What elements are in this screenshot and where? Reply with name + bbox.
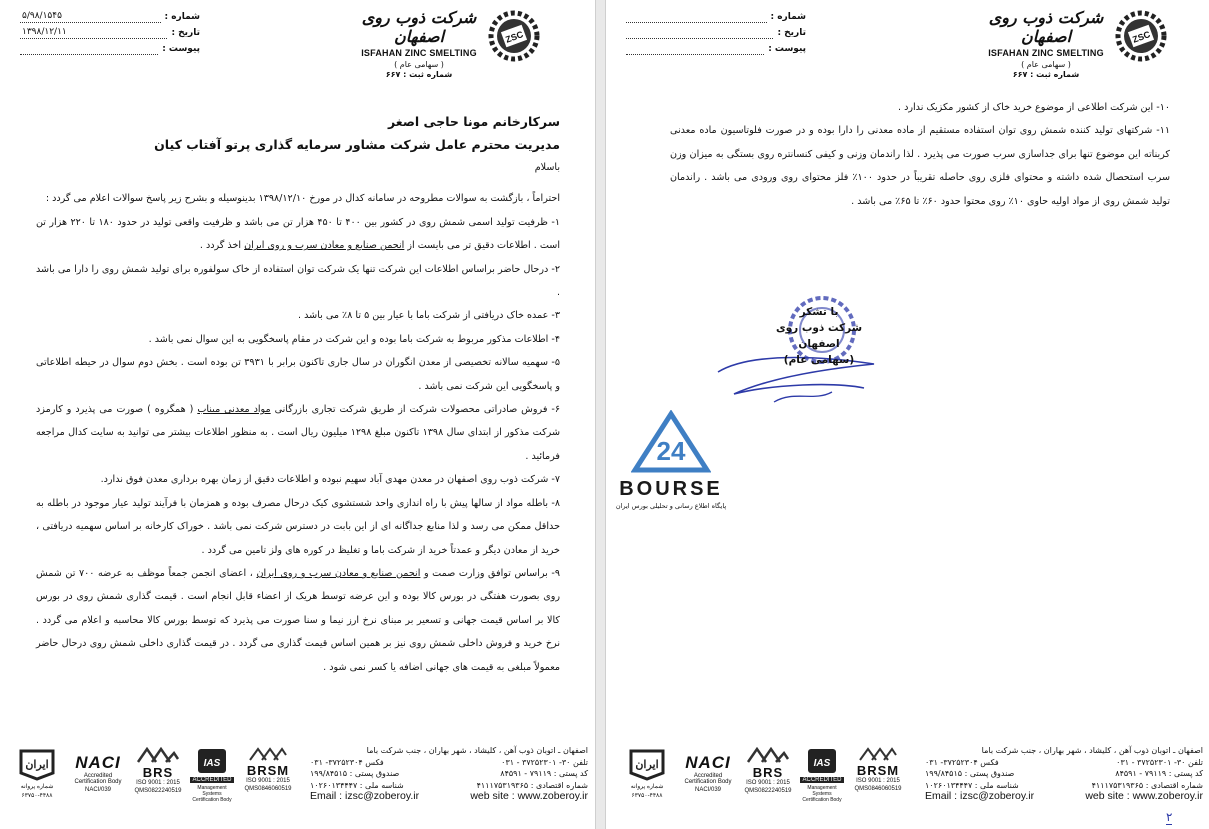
answer-10: ۱۰- این شرکت اطلاعی از موضوع خرید خاک از کشور مکزیک ندارد . (898, 102, 1170, 113)
letter-body (670, 96, 1170, 213)
stamp-type: (سهامی عام) (783, 354, 855, 366)
ias-logo-icon (196, 747, 228, 775)
page-gutter (595, 0, 606, 829)
answer-5: ۵- سهمیه سالانه تخصیصی از معدن انگوران در سال جاری تاکنون برابر با ۳۹۳۱ تن بوده است . بخش دوم سوال در حیطه اطلاعاتی و پاسخگویی این شرکت نمی باشد . (36, 357, 560, 392)
zinc-gear-emblem-icon (488, 10, 540, 62)
svg-text:ZSC: ZSC (504, 29, 525, 45)
company-address: اصفهان ـ اتوبان ذوب آهن ، کلیشاد ، شهر بهاران ، جنب شرکت باما (981, 746, 1203, 755)
company-logo (982, 6, 1167, 84)
number-label: شماره : (164, 12, 200, 22)
registration-number: شماره ثبت : ۶۶۷ (1012, 70, 1080, 79)
brs-logo-icon (136, 747, 180, 763)
brs-badge: BRS ISO 9001 : 2015 QMS0822240519 (738, 747, 798, 794)
association-name: انجمن صنایع و معادن سرب و روی ایران (244, 240, 405, 252)
greeting: باسلام (534, 162, 560, 173)
isiri-badge: ایران شماره پروانه ۶۳۷۵۰-۴۴۸۸ (618, 747, 676, 799)
isiri-badge: ایران شماره پروانه ۶۳۷۵۰-۴۴۸۸ (8, 747, 66, 799)
brsm-logo-icon (248, 747, 288, 761)
answer-6: ۶- فروش صادراتی محصولات شرکت از طریق شرکت تجاری بازرگانی مواد معدنی میناب ( همگروه ) صورت می پذیرد و کارمزد شرکت مذکور از ابتدای سال ۱۳۹۸ تاکنون مبلغ ۱۲۹۸ میلیون ریال است . به منظور اطلاعات بیشتر می توانید به سایت کدال مراجعه فرمائید . (36, 404, 560, 462)
naci-badge: NACI Accredited Certification Body NACI/039 (74, 753, 122, 793)
po-box: صندوق پستی : ۱۹۹/۸۴۵۱۵ (925, 769, 1015, 778)
company-name-en: ISFAHAN ZINC SMELTING (361, 48, 477, 58)
letter-date-row (626, 26, 806, 40)
letter-number-row (626, 10, 806, 24)
economic-code: شماره اقتصادی : ۴۱۱۱۷۵۳۱۹۳۶۵ (476, 780, 588, 790)
national-id: شناسه ملی : ۱۰۲۶۰۱۳۴۴۴۷ (310, 780, 404, 790)
attachment-label: پیوست : (768, 44, 806, 54)
bourse-tagline: پایگاه اطلاع رسانی و تحلیلی بورس ایران (615, 502, 727, 510)
number-value (626, 11, 767, 23)
postal-code: کد پستی : ۷۹۱۱۹ - ۸۴۵۹۱ (500, 769, 588, 778)
national-id: شناسه ملی : ۱۰۲۶۰۱۳۴۴۴۷ (925, 780, 1019, 790)
letter-body (36, 110, 560, 679)
company-stamp-signature (714, 290, 884, 420)
company-website: web site : www.zoberoy.ir (1085, 790, 1203, 802)
answer-4: ۴- اطلاعات مذکور مربوط به شرکت باما بوده و این شرکت در مقام پاسخگویی به این سوال نمی باشد . (148, 333, 560, 345)
bourse-watermark (606, 410, 736, 520)
company-contact-info (925, 745, 1203, 803)
company-phone: تلفن ۳۰- ۳۷۲۵۲۳۰۱ - ۰۳۱ (501, 757, 588, 767)
minab-company-name: مواد معدنی میناب (197, 404, 271, 416)
naci-badge: NACI Accredited Certification Body NACI/039 (684, 753, 732, 793)
answer-9: ۹- براساس توافق وزارت صمت و انجمن صنایع و معادن سرب و روی ایران ، اعضای انجمن جمعاً موظف به عرضه ۷۰۰ تن شمش روی بصورت هفتگی در بورس کالا بوده و این عرضه توسط هریک از اعضاء قابل انجام است . قیمت گذاری شمش روی در بورس کالا بر اساس قیمت جهانی و تسعیر بر مبنای نرخ ارز نیما و سنا صورت می پذیرد که توسط بورس کالا محاسبه و اعلام می گردد . نرخ خرید و فروش داخلی شمش روی نیز بر همین اساس قیمت گذاری می گردد . در قیمت گذاری داخلی شمش روی درحال حاضر معمولاً مبلغی به قیمت های جهانی اضافه یا کسر نمی شود . (36, 567, 560, 673)
answer-7: ۷- شرکت ذوب روی اصفهان در معدن مهدی آباد سهیم نبوده و اطلاعات دقیق از زمان بهره برداری معدن فوق ندارد. (100, 474, 560, 486)
brs-logo-icon (746, 747, 790, 763)
letter-page-2 (606, 0, 1209, 829)
letter-page-1 (0, 0, 595, 829)
company-name-fa: شرکت ذوب روی اصفهان (361, 8, 477, 46)
letter-date-row (20, 26, 200, 40)
svg-text:ایران: ایران (25, 759, 49, 771)
po-box: صندوق پستی : ۱۹۹/۸۴۵۱۵ (310, 769, 400, 778)
date-label: تاریخ : (171, 28, 200, 38)
brs-badge: BRS ISO 9001 : 2015 QMS0822240519 (128, 747, 188, 794)
company-email: Email : izsc@zoberoy.ir (310, 790, 420, 802)
svg-text:ایران: ایران (635, 759, 659, 771)
ias-logo-icon (806, 747, 838, 775)
answer-2: ۲- درحال حاضر براساس اطلاعات این شرکت تنها یک شرکت توان استفاده از خاک سولفوره برای تولید شمش روی را دارا می باشد . (36, 263, 560, 299)
date-value (626, 27, 773, 39)
attachment-value (20, 43, 158, 55)
letter-meta (20, 10, 200, 58)
svg-text:24: 24 (656, 436, 686, 466)
answer-1: ۱- ظرفیت تولید اسمی شمش روی در کشور بین ۴۰۰ تا ۴۵۰ هزار تن می باشد و ظرفیت واقعی تولید در حدود ۱۸۰ تا ۲۲۰ هزار تن است . اطلاعات دقیق تر می بایست از انجمن صنایع و معادن سرب و روی ایران اخذ گردد . (36, 216, 560, 252)
letter-footer (618, 745, 1203, 811)
registration-number: شماره ثبت : ۶۶۷ (385, 70, 453, 79)
answer-8: ۸- باطله مواد از سالها پیش با راه اندازی واحد شستشوی کیک درحال مصرف بوده و همزمان با فرآیند تولید عیار موجود در باطله به حداقل ممکن می رسد و لذا منابع جداگانه ای از این بابت در دسترس شرکت نمی باشد . خوراک کارخانه بر اساس سهمیه دریافتی ، خرید از معادن دیگر و عمدتاً خرید از شرکت باما و تغلیظ در کوره های ولز تامین می گردد . (36, 497, 560, 556)
intro-paragraph: احتراماً ، بازگشت به سوالات مطروحه در سامانه کدال در مورخ ۱۳۹۸/۱۲/۱۰ بدینوسیله و بشرح زیر پاسخ سوالات اعلام می گردد : (45, 193, 560, 205)
answer-3: ۳- عمده خاک دریافتی از شرکت باما با عیار بین ۵ تا ۸٪ می باشد . (298, 310, 560, 322)
ias-badge: IAS ACCREDITED Management Systems Certification Body (190, 747, 234, 803)
svg-text:ZSC: ZSC (1131, 29, 1152, 45)
stamp-company: شرکت ذوب روی اصفهان (775, 322, 863, 350)
svg-text:IAS: IAS (203, 758, 221, 769)
company-email: Email : izsc@zoberoy.ir (925, 790, 1035, 802)
letter-number-row (20, 10, 200, 24)
isiri-standard-logo-icon (17, 747, 57, 781)
association-name: انجمن صنایع و معادن سرب و روی ایران (256, 567, 421, 579)
letter-footer (8, 745, 588, 811)
company-fax: فکس ۳۷۲۵۲۳۰۴- ۰۳۱ (925, 757, 999, 767)
ias-badge: IAS ACCREDITED Management Systems Certification Body (800, 747, 844, 803)
company-address: اصفهان ـ اتوبان ذوب آهن ، کلیشاد ، شهر بهاران ، جنب شرکت باما (366, 746, 588, 755)
brsm-logo-icon (858, 747, 898, 761)
number-label: شماره : (770, 12, 806, 22)
postal-code: کد پستی : ۷۹۱۱۹ - ۸۴۵۹۱ (1115, 769, 1203, 778)
letter-attachment-row (626, 42, 806, 56)
company-website: web site : www.zoberoy.ir (470, 790, 588, 802)
recipient-title: مدیریت محترم عامل شرکت مشاور سرمایه گذاری پرتو آفتاب کیان (154, 137, 560, 152)
company-logo (355, 6, 540, 84)
bourse-logo-icon (631, 410, 711, 474)
answer-11: ۱۱- شرکتهای تولید کننده شمش روی توان استفاده مستقیم از ماده معدنی را دارا بوده و در صورت فلوتاسیون ماده معدنی کربناته این موضوع تنها برای جداسازی سرب صورت می پذیرد . لذا راندمان وزنی و کیفی کنسانتره روی بستگی به میزان وزن سرب استحصال شده داشته و محتوای فلزی روی حاصله تقریباً در حدود ۱۰۰٪ فلز محتوای روی ورودی می باشد . راندمان تولید شمش روی از مواد اولیه حاوی ۱۰٪ روی محتوا حدود ۶۰٪ تا ۶۵٪ می باشد . (670, 125, 1170, 207)
bourse-wordmark: BOURSE (619, 478, 723, 500)
company-type: ( سهامی عام ) (394, 60, 444, 69)
letter-meta (626, 10, 806, 58)
svg-text:IAS: IAS (813, 758, 831, 769)
page-number: ۲ (1166, 810, 1173, 824)
company-fax: فکس ۳۷۲۵۲۳۰۴- ۰۳۱ (310, 757, 384, 767)
certification-badges (8, 747, 308, 807)
company-name-en: ISFAHAN ZINC SMELTING (988, 48, 1104, 58)
date-label: تاریخ : (777, 28, 806, 38)
number-value: ۵/۹۸/۱۵۴۵ (20, 11, 161, 23)
isiri-standard-logo-icon (627, 747, 667, 781)
certification-badges (618, 747, 918, 807)
zinc-gear-emblem-icon (1115, 10, 1167, 62)
attachment-value (626, 43, 764, 55)
letter-attachment-row (20, 42, 200, 56)
company-type: ( سهامی عام ) (1021, 60, 1071, 69)
date-value: ۱۳۹۸/۱۲/۱۱ (20, 27, 167, 39)
attachment-label: پیوست : (162, 44, 200, 54)
stamp-thanks: با تشکر (799, 306, 839, 318)
company-name-fa: شرکت ذوب روی اصفهان (988, 8, 1104, 46)
recipient-name: سرکارخانم مونا حاجی اصغر (388, 114, 560, 129)
company-phone: تلفن ۳۰- ۳۷۲۵۲۳۰۱ - ۰۳۱ (1116, 757, 1203, 767)
brsm-badge: BRSM ISO 9001 : 2015 QMS0846060519 (236, 747, 300, 792)
economic-code: شماره اقتصادی : ۴۱۱۱۷۵۳۱۹۳۶۵ (1091, 780, 1203, 790)
brsm-badge: BRSM ISO 9001 : 2015 QMS0846060519 (846, 747, 910, 792)
company-contact-info (310, 745, 588, 803)
